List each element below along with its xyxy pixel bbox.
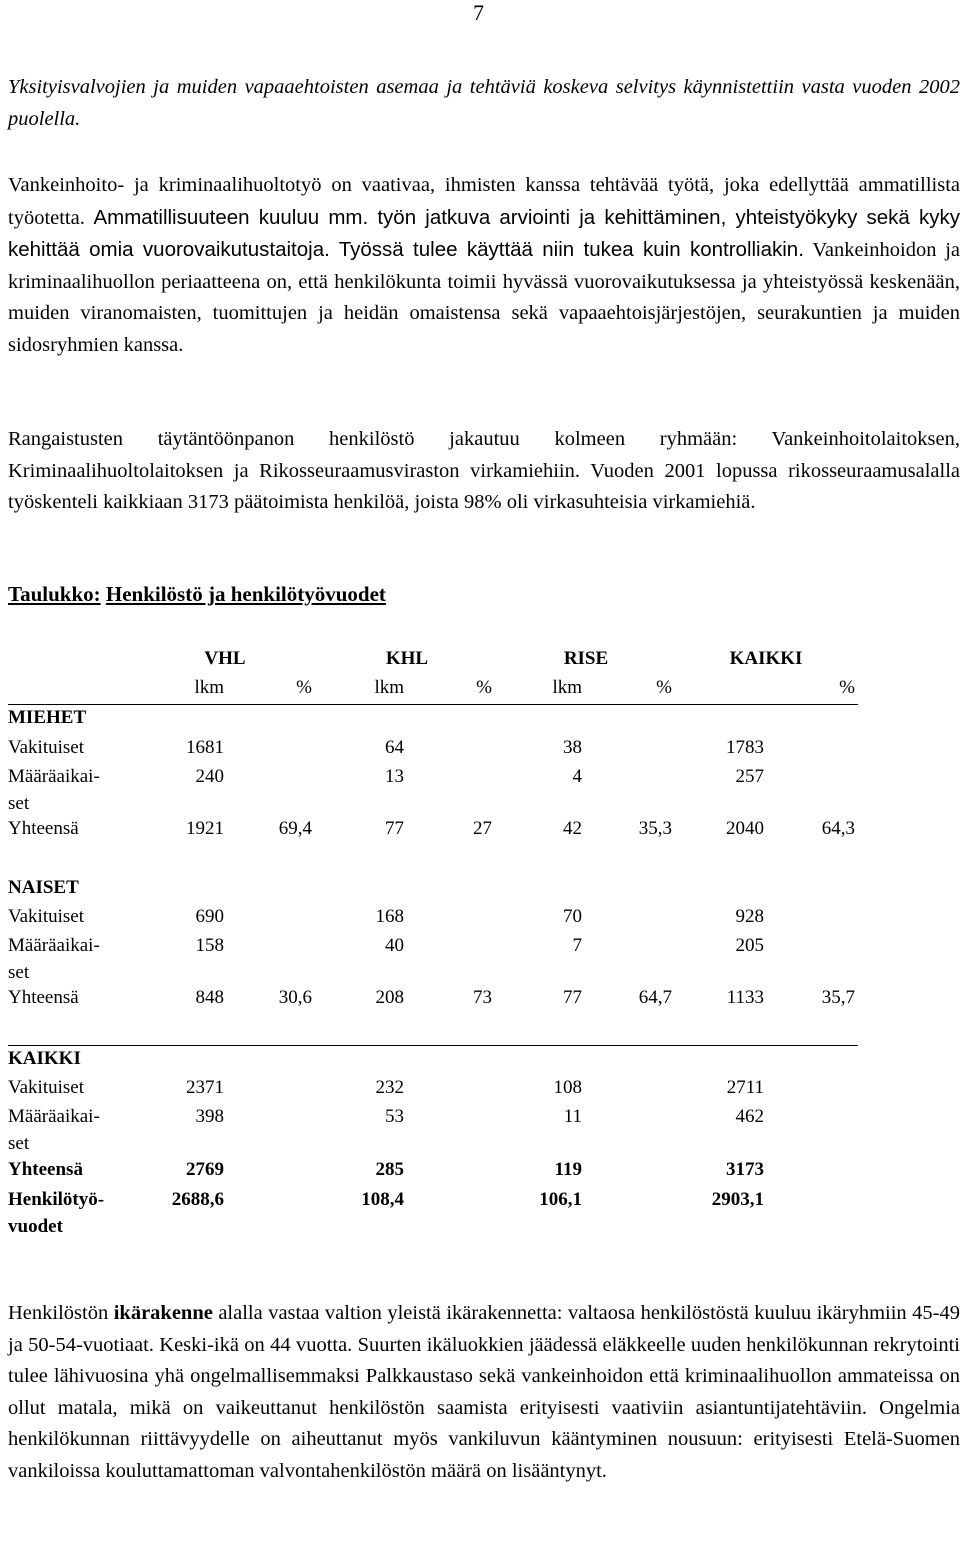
cell-khl: 64 [385,737,404,758]
cell-kaikki: 257 [735,766,764,787]
table-header-rule [8,704,858,705]
cell-kaikki: 462 [735,1106,764,1127]
cell-rise: 4 [572,766,582,787]
cell-kaikki: 2711 [726,1077,764,1098]
table-section-rule [8,1045,858,1046]
cell-rise: 42 [563,818,582,839]
cell-kaikki: 2903,1 [711,1189,764,1210]
page-number: 7 [473,0,484,25]
cell-khl: 168 [375,906,404,927]
cell-vhl: 848 [195,987,224,1008]
row-label-continued: set [8,1133,30,1154]
cell-vhl-pct: 69,4 [278,818,312,839]
row-label: Vakituiset [8,737,84,758]
work-paragraph-middle: Ammatillisuuteen kuuluu mm. työn jatkuva arviointi ja kehittäminen, yhteistyökyky sekä kyky kehittää omia vuorovaikutustaitoja. Työssä tulee käyttää niin tukea kuin kontrolliakin. [8,205,960,261]
cell-rise-pct: 35,3 [638,818,672,839]
cell-rise: 108 [553,1077,582,1098]
row-label: Henkilötyö- [8,1189,105,1210]
cell-vhl: 398 [195,1106,224,1127]
cell-khl: 40 [385,935,404,956]
row-label: Vakituiset [8,906,84,927]
section-heading: KAIKKI [8,1048,81,1069]
subheader-pct: % [296,677,312,698]
row-label: Määräaikai- [8,766,100,787]
cell-rise: 77 [563,987,582,1008]
cell-rise: 11 [563,1106,582,1127]
row-label: Vakituiset [8,1077,84,1098]
cell-vhl: 1921 [186,818,224,839]
cell-rise: 119 [554,1159,582,1180]
cell-vhl: 2769 [186,1159,224,1180]
subheader-lkm: lkm [552,677,582,698]
age-paragraph [8,1298,960,1487]
cell-khl: 208 [375,987,404,1008]
header-khl: KHL [385,648,429,669]
cell-vhl: 2688,6 [171,1189,224,1210]
cell-khl-pct: 27 [473,818,492,839]
cell-khl-pct: 73 [473,987,492,1008]
row-label: Määräaikai- [8,1106,100,1127]
work-paragraph-start: Vankeinhoito- ja kriminaalihuoltotyö on vaativaa, ihmisten kanssa tehtävää työtä, joka edellyttää ammatillista työotetta. [8,174,960,229]
row-label: Määräaikai- [8,935,100,956]
row-label: Yhteensä [8,1159,83,1180]
cell-vhl: 1681 [186,737,224,758]
cell-vhl: 2371 [186,1077,224,1098]
header-vhl: VHL [204,648,246,669]
cell-rise: 38 [563,737,582,758]
cell-kaikki: 205 [735,935,764,956]
cell-kaikki-pct: 64,3 [821,818,855,839]
row-label: Yhteensä [8,818,79,839]
age-paragraph-bold: ikärakenne [113,1302,213,1324]
cell-khl: 13 [385,766,404,787]
row-label-continued: set [8,962,30,983]
table-title-prefix: Taulukko: [8,582,101,606]
staff-paragraph: Rangaistusten täytäntöönpanon henkilöstö jakautuu kolmeen ryhmään: Vankeinhoitolaitoksen, Kriminaalihuoltolaitoksen ja Rikosseuraamusviraston virkamiehiin. Vuoden 2001 lopussa rikosseuraamusalalla työskenteli kaikkiaan 3173 päätoimista henkilöä, joista 98% oli virkasuhteisia virkamiehiä. [8,428,960,513]
cell-rise: 7 [572,935,582,956]
cell-rise: 70 [563,906,582,927]
section-heading: NAISET [8,877,79,898]
cell-kaikki: 1783 [726,737,764,758]
subheader-pct: % [656,677,672,698]
work-paragraph-end: Vankeinhoidon ja kriminaalihuollon periaatteena on, että henkilökunta toimii hyvässä vuorovaikutuksessa ja yhteistyössä keskenään, muiden viranomaisten, tuomittujen ja heidän omaistensa sekä vapaaehtoisjärjestöjen, seurakuntien ja muiden sidosryhmien kanssa. [8,239,960,356]
row-label: Yhteensä [8,987,79,1008]
cell-kaikki: 3173 [726,1159,764,1180]
cell-vhl: 158 [195,935,224,956]
subheader-pct: % [839,677,855,698]
subheader-lkm: lkm [374,677,404,698]
cell-rise-pct: 64,7 [638,987,672,1008]
cell-khl: 53 [385,1106,404,1127]
cell-khl: 108,4 [361,1189,404,1210]
header-rise: RISE [563,648,609,669]
cell-rise: 106,1 [539,1189,582,1210]
subheader-lkm: lkm [194,677,224,698]
cell-vhl-pct: 30,6 [278,987,312,1008]
table-title-text: Henkilöstö ja henkilötyövuodet [105,582,386,606]
cell-kaikki: 928 [735,906,764,927]
age-paragraph-rest: alalla vastaa valtion yleistä ikärakennetta: valtaosa henkilöstöstä kuuluu ikäryhmiin 45-49 ja 50-54-vuotiaat. Keski-ikä on 44 vuotta. Suurten ikäluokkien jäädessä eläkkeelle uuden henkilökunnan rekrytointi tulee lähivuosina yhä ongelmallisemmaksi Palkkaustaso sekä vankeinhoidon että kriminaalihuollon ammateissa on ollut matala, mikä on vaikeuttanut henkilöstön saamista erityisesti vaativiin asiantuntijatehtäviin. Ongelmia henkilökunnan riittävyydelle on aiheuttanut myös vankiluvun kääntyminen nousuun: erityisesti Etelä-Suomen vankiloissa kouluttamattoman valvontahenkilöstön määrä on lisääntynyt. [8,1302,960,1482]
cell-kaikki-pct: 35,7 [821,987,855,1008]
cell-kaikki: 1133 [726,987,764,1008]
cell-vhl: 240 [195,766,224,787]
row-label-continued: vuodet [8,1216,63,1237]
cell-vhl: 690 [195,906,224,927]
cell-khl: 232 [375,1077,404,1098]
header-kaikki: KAIKKI [729,648,803,669]
row-label-continued: set [8,793,30,814]
cell-khl: 77 [385,818,404,839]
section-heading: MIEHET [8,707,87,728]
intro-paragraph: Yksityisvalvojien ja muiden vapaaehtoisten asemaa ja tehtäviä koskeva selvitys käynnistettiin vasta vuoden 2002 puolella. [8,76,960,130]
cell-khl: 285 [375,1159,404,1180]
subheader-pct: % [476,677,492,698]
age-paragraph-start: Henkilöstön [8,1302,114,1324]
cell-kaikki: 2040 [726,818,764,839]
